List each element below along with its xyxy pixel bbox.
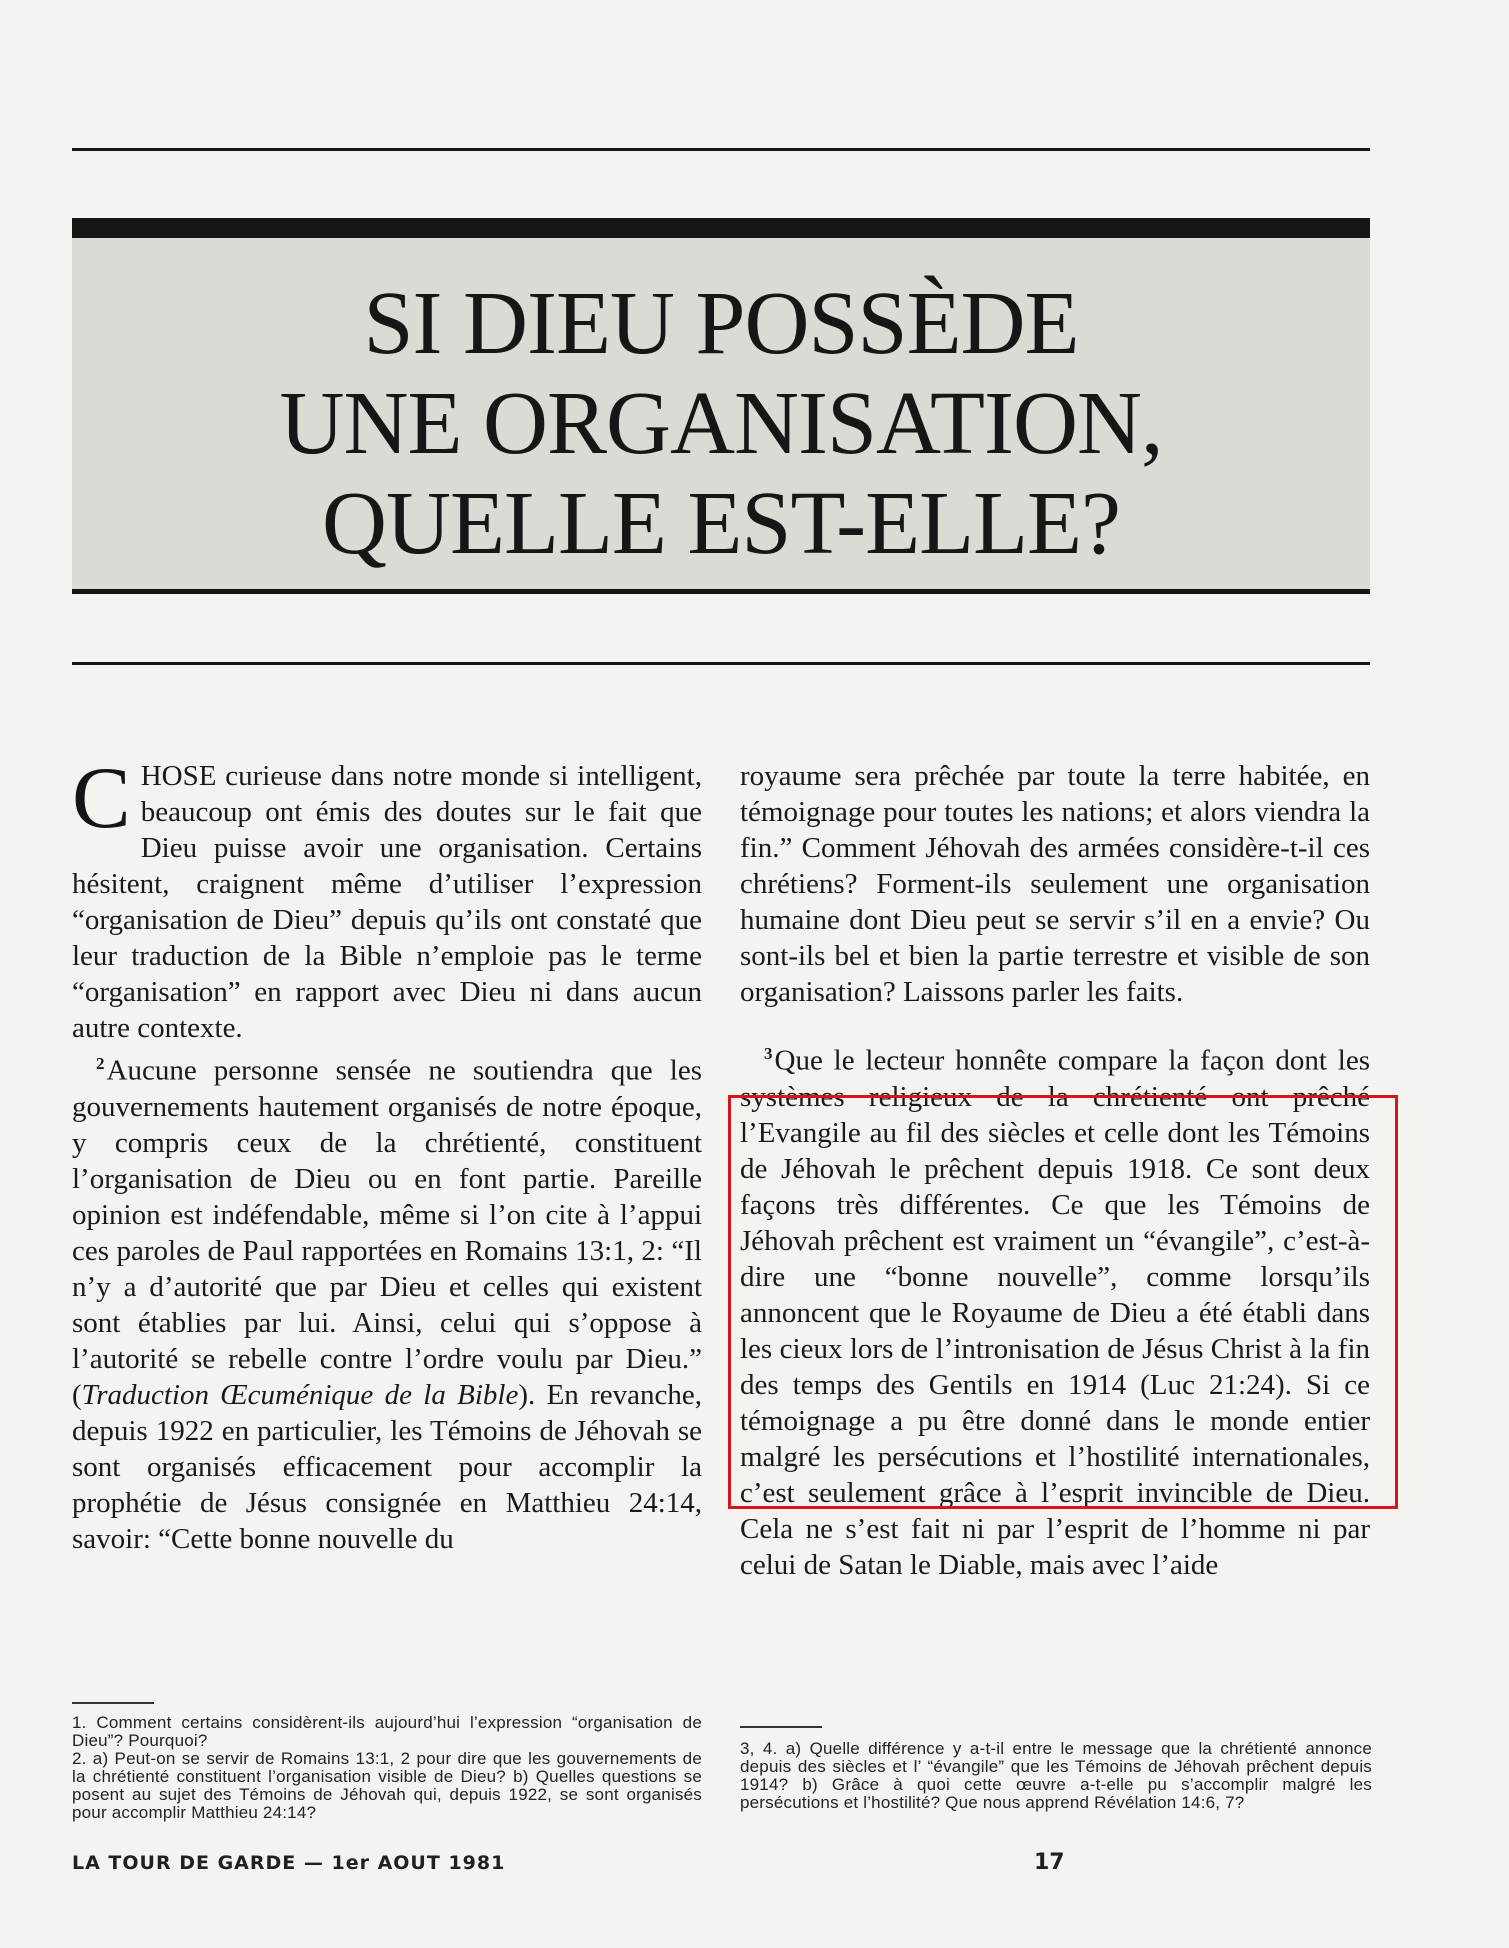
column-right xyxy=(740,758,1370,1583)
paragraph-number: 3 xyxy=(764,1044,773,1063)
footnote-1: 1. Comment certains considèrent-ils aujourd’hui l’expression “organisation de Dieu”? Pourquoi? xyxy=(72,1713,702,1750)
title-line-1: SI DIEU POSSÈDE xyxy=(363,274,1079,373)
paragraph-1 xyxy=(72,750,702,1046)
paragraph-3 xyxy=(740,1036,1370,1583)
publication-footer: LA TOUR DE GARDE — 1er AOUT 1981 xyxy=(72,1852,506,1874)
drop-cap: C xyxy=(72,750,131,847)
paragraph-3-text: Que le lecteur honnête compare la façon dont les systèmes religieux de la chrétienté ont prêché l’Evangile au fil des siècles et celle dont les Témoins de Jéhovah le prêchent depuis 1918. Ce sont deux façons très différentes. Ce que les Témoins de Jéhovah prêchent est vraiment un “évangile”, c’est-à-dire une “bonne nouvelle”, comme lorsqu’ils annoncent que le Royaume de Dieu a été établi dans les cieux lors de l’intronisation de Jésus Christ à la fin des temps des Gentils en 1914 (Luc 21:24). Si ce témoignage a pu être donné dans le monde entier malgré les persécutions et l’hostilité internationales, c’est seulement grâce à l’esprit invincible de Dieu. Cela ne s’est fait ni par l’esprit de l’homme ni par celui de Satan le Diable, mais avec l’aide xyxy=(740,1044,1370,1581)
page-number: 17 xyxy=(1034,1850,1065,1875)
paragraph-2-text-a: Aucune personne sensée ne soutiendra que les gouvernements hautement organisés de notre époque, y compris ceux de la chrétienté, constituent l’organisation de Dieu ou en font partie. Pareille opinion est indéfendable, même si l’on cite à l’appui ces paroles de Paul rapportées en Romains 13:1, 2: “Il n’y a d’autorité que par Dieu et celles qui existent sont établies par lui. Ainsi, celui qui s’oppose à l’autorité se rebelle contre l’ordre voulu par Dieu.” ( xyxy=(72,1054,702,1411)
title-box xyxy=(72,218,1370,594)
paragraph-number: 2 xyxy=(96,1054,105,1073)
footnotes-right xyxy=(740,1740,1372,1812)
bible-translation-name: Traduction Œcuménique de la Bible xyxy=(81,1378,519,1411)
article-title xyxy=(72,274,1370,574)
paragraph-2-continued: royaume sera prêchée par toute la terre habitée, en témoignage pour toutes les nations; et alors viendra la fin.” Comment Jéhovah des armées considère-t-il ces chrétiens? Forment-ils seulement une organisation humaine dont Dieu peut se servir s’il en a envie? Ou sont-ils bel et bien la partie terrestre et visible de son organisation? Laissons parler les faits. xyxy=(740,760,1370,1008)
paragraph-1-text: HOSE curieuse dans notre monde si intelligent, beaucoup ont émis des doutes sur le fait que Dieu puisse avoir une organisation. Certains hésitent, craignent même d’utiliser l’expression “organisation de Dieu” depuis qu’ils ont constaté que leur traduction de la Bible n’emploie pas le terme “organisation” en rapport avec Dieu ni dans aucun autre contexte. xyxy=(72,760,702,1044)
footnote-rule-left xyxy=(72,1702,154,1704)
column-left xyxy=(72,750,703,1557)
title-line-2: UNE ORGANISATION, xyxy=(279,374,1163,473)
footnotes-left xyxy=(72,1714,702,1822)
title-bottom-rule xyxy=(72,662,1370,665)
title-line-3: QUELLE EST-ELLE? xyxy=(322,474,1120,573)
footnote-rule-right xyxy=(740,1726,822,1728)
footnote-2: 2. a) Peut-on se servir de Romains 13:1, 2 pour dire que les gouvernements de la chrétienté constituent l’organisation visible de Dieu? b) Quelles questions se posent au sujet des Témoins de Jéhovah qui, depuis 1922, se sont organisés pour accomplir Matthieu 24:14? xyxy=(72,1749,702,1822)
paragraph-2 xyxy=(72,1046,702,1557)
top-rule xyxy=(72,148,1370,151)
paragraph-2-text-b: ). En revanche, depuis 1922 en particulier, les Témoins de Jéhovah se sont organisés efficacement pour accomplir la prophétie de Jésus consignée en Matthieu 24:14, savoir: “Cette bonne nouvelle du xyxy=(72,1378,703,1555)
footnote-3-4: 3, 4. a) Quelle différence y a-t-il entre le message que la chrétienté annonce depuis des siècles et l’ “évangile” que les Témoins de Jéhovah prêchent depuis 1914? b) Grâce à quoi cette œuvre a-t-elle pu s’accomplir malgré les persécutions et l’hostilité? Que nous apprend Révélation 14:6, 7? xyxy=(740,1739,1372,1812)
